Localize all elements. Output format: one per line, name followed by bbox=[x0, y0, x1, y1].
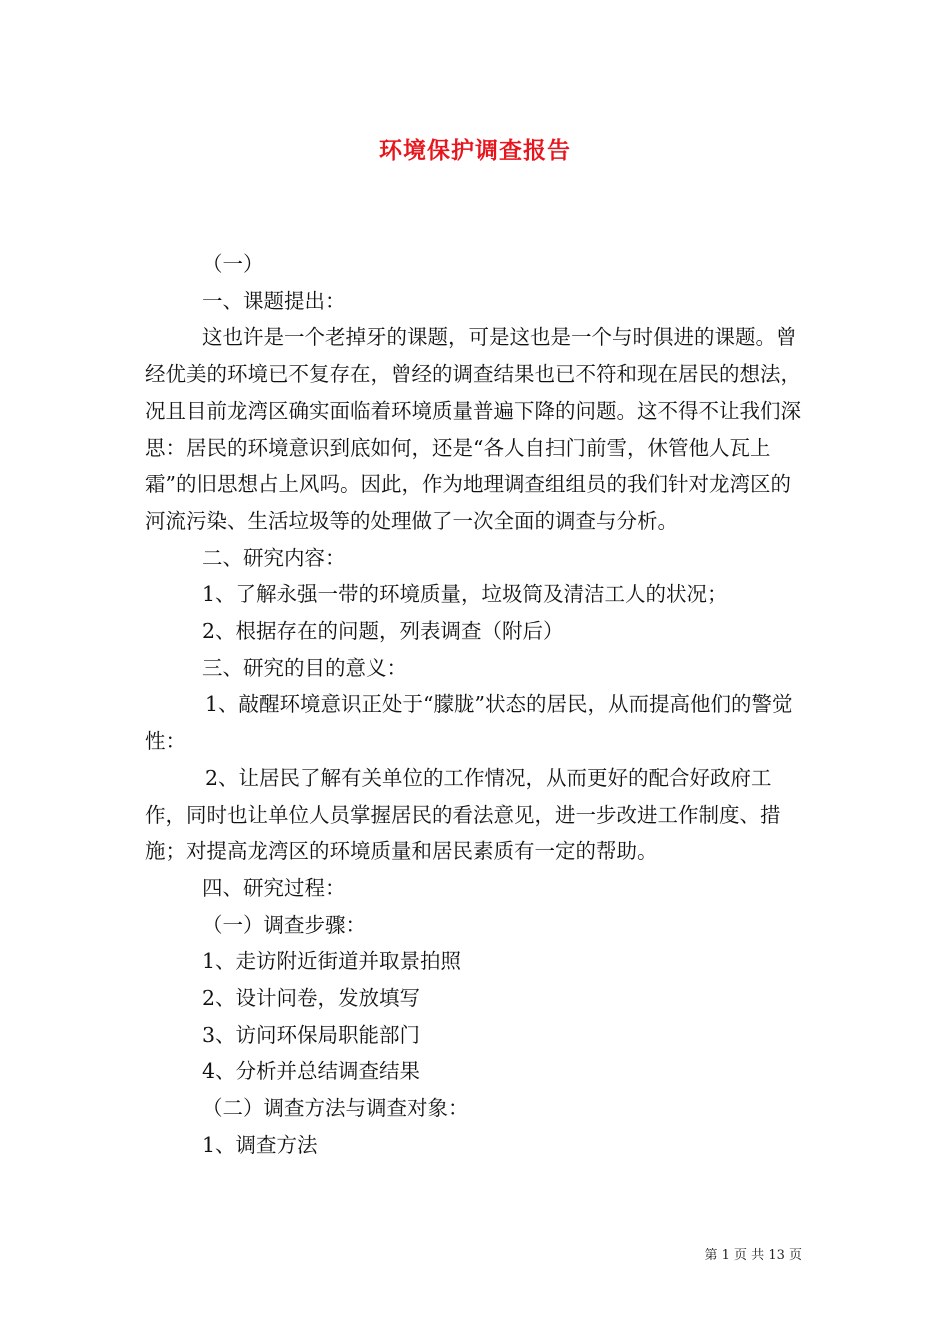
list-item-purpose-1: 1、敲醒环境意识正处于“朦胧”状态的居民，从而提高他们的警觉性： bbox=[145, 692, 793, 754]
heading-research-process: 四、研究过程： bbox=[202, 875, 346, 900]
list-item-purpose-2: 2、让居民了解有关单位的工作情况，从而更好的配合好政府工作，同时也让单位人员掌握居民的看法意见，进一步改进工作制度、措施；对提高龙湾区的环境质量和居民素质有一定的帮助。 bbox=[145, 765, 781, 864]
paragraph-intro: 这也许是一个老掉牙的课题，可是这也是一个与时俱进的课题。曾经优美的环境已不复存在，曾经的调查结果也已不符和现在居民的想法，况且目前龙湾区确实面临着环境质量普遍下降的问题。这不得不让我们深思：居民的环境意识到底如何，还是“各人自扫门前雪，休管他人瓦上霜”的旧思想占上风吗。因此，作为地理调查组组员的我们针对龙湾区的河流污染、生活垃圾等的处理做了一次全面的调查与分析。 bbox=[145, 325, 801, 533]
list-item-content-1: 1、了解永强一带的环境质量，垃圾筒及清洁工人的状况； bbox=[202, 582, 728, 607]
list-item-method-1: 1、调查方法 bbox=[202, 1132, 318, 1157]
page-number-footer: 第 1 页 共 13 页 bbox=[704, 1248, 802, 1263]
subheading-survey-methods: （二）调查方法与调查对象： bbox=[202, 1096, 469, 1121]
document-body bbox=[145, 246, 805, 1164]
list-item-step-2: 2、设计问卷，发放填写 bbox=[202, 986, 421, 1011]
list-item-content-2: 2、根据存在的问题，列表调查（附后） bbox=[202, 619, 564, 644]
document-title: 环境保护调查报告 bbox=[379, 137, 571, 164]
heading-research-purpose: 三、研究的目的意义： bbox=[202, 655, 407, 680]
paragraph-section-marker: （一） bbox=[202, 252, 264, 276]
heading-topic-proposal: 一、课题提出： bbox=[202, 288, 346, 313]
subheading-survey-steps: （一）调查步骤： bbox=[202, 912, 366, 937]
heading-research-content: 二、研究内容： bbox=[202, 545, 346, 570]
list-item-step-1: 1、走访附近街道并取景拍照 bbox=[202, 949, 462, 974]
list-item-step-4: 4、分析并总结调查结果 bbox=[202, 1059, 421, 1084]
list-item-step-3: 3、访问环保局职能部门 bbox=[202, 1022, 421, 1047]
